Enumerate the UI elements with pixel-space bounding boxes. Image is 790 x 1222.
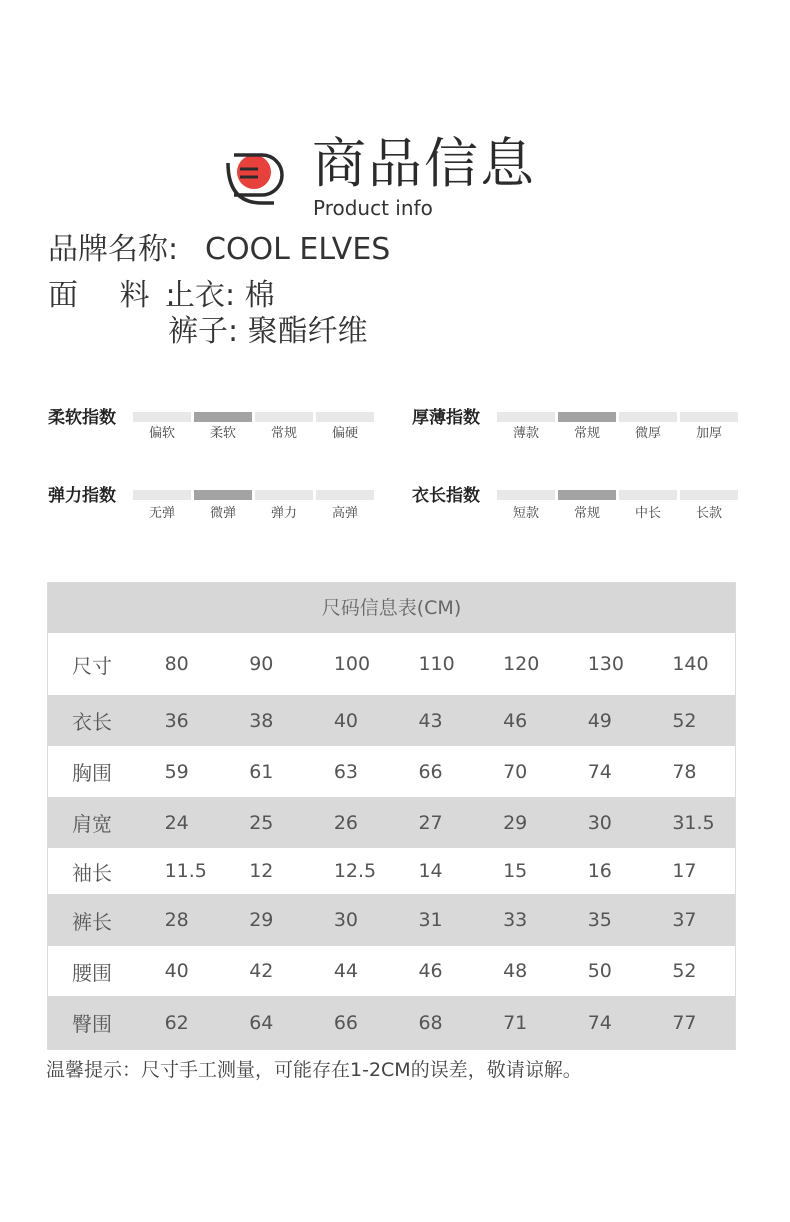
fabric-label: 面 料: [48, 278, 192, 313]
table-row [48, 797, 735, 848]
length-index-label: 衣长指数 [412, 486, 480, 506]
table-cell: 100 [333, 653, 371, 675]
thickness-index-scale [497, 412, 738, 422]
table-row [48, 695, 735, 746]
table-row [48, 996, 735, 1049]
table-cell: 44 [333, 960, 359, 982]
table-cell: 38 [249, 709, 274, 732]
product-info-logo [222, 145, 286, 207]
elasticity-index-label: 弹力指数 [48, 486, 116, 506]
brand-label: 品牌名称: [48, 232, 179, 267]
scale-segment-selected [558, 412, 616, 422]
table-cell: 120 [503, 653, 540, 675]
scale-option: 偏硬 [331, 426, 358, 441]
table-cell: 29 [503, 811, 528, 834]
scale-segment [316, 412, 374, 422]
elasticity-index-scale [133, 490, 374, 500]
scale-option: 长款 [695, 506, 722, 521]
scale-option: 短款 [512, 506, 539, 521]
table-row [48, 848, 735, 894]
scale-segment [680, 412, 738, 422]
scale-option: 常规 [573, 506, 600, 521]
scale-option: 微厚 [634, 426, 661, 441]
table-cell: 31 [418, 909, 443, 931]
brand-value: COOL ELVES [205, 232, 391, 267]
scale-segment [619, 412, 677, 422]
table-cell: 33 [503, 909, 528, 931]
row-header: 尺寸 [72, 653, 112, 678]
softness-index-label: 柔软指数 [48, 408, 116, 428]
table-cell: 80 [164, 653, 189, 675]
table-cell: 59 [164, 760, 189, 783]
fabric-pants: 裤子: 聚酯纤维 [168, 314, 368, 349]
row-header: 臀围 [72, 1012, 112, 1036]
row-header: 袖长 [72, 860, 112, 885]
scale-option: 微弹 [209, 506, 236, 521]
page-subtitle: Product info [313, 196, 433, 220]
length-index-scale [497, 490, 738, 500]
scale-segment [497, 490, 555, 500]
elasticity-index-options [133, 506, 374, 522]
thickness-index-options [497, 426, 738, 442]
scale-option: 弹力 [270, 506, 297, 521]
scale-segment [133, 490, 191, 500]
product-info-logo-icon [222, 145, 286, 207]
table-cell: 40 [164, 960, 189, 982]
table-cell: 71 [503, 1011, 528, 1034]
table-row [48, 894, 735, 946]
scale-segment [497, 412, 555, 422]
table-cell: 90 [249, 653, 274, 675]
table-cell: 140 [672, 653, 709, 675]
size-table [47, 582, 736, 1050]
measurement-note: 温馨提示：尺寸手工测量，可能存在1-2CM的误差，敬请谅解。 [46, 1059, 582, 1081]
row-header: 衣长 [72, 710, 112, 734]
table-cell: 62 [164, 1011, 189, 1034]
table-cell: 77 [672, 1011, 697, 1034]
table-cell: 130 [587, 653, 624, 675]
table-row [48, 746, 735, 797]
scale-option: 柔软 [209, 426, 236, 441]
table-cell: 40 [333, 709, 359, 732]
table-row [48, 633, 735, 695]
length-index-options [497, 506, 738, 522]
scale-option: 偏软 [148, 426, 175, 441]
table-cell: 66 [333, 1011, 359, 1034]
table-cell: 27 [418, 811, 443, 834]
table-cell: 25 [249, 811, 274, 834]
table-cell: 16 [587, 860, 612, 882]
table-cell: 66 [418, 760, 443, 783]
table-cell: 48 [503, 960, 528, 982]
table-cell: 24 [164, 811, 189, 834]
table-cell: 12 [249, 860, 274, 882]
table-cell: 42 [249, 960, 274, 982]
table-cell: 30 [587, 811, 612, 834]
table-cell: 15 [503, 860, 528, 882]
table-cell: 28 [164, 909, 189, 931]
table-cell: 110 [418, 653, 455, 675]
table-cell: 35 [587, 909, 612, 931]
table-cell: 11.5 [164, 860, 207, 882]
thickness-index-label: 厚薄指数 [412, 408, 480, 428]
table-cell: 12.5 [333, 860, 377, 882]
row-header: 裤长 [72, 909, 112, 934]
table-cell: 49 [587, 709, 612, 732]
scale-option: 无弹 [148, 506, 175, 521]
scale-option: 加厚 [695, 426, 722, 441]
table-cell: 37 [672, 909, 697, 931]
table-cell: 46 [418, 960, 443, 982]
table-cell: 36 [164, 709, 189, 732]
scale-segment-selected [194, 412, 252, 422]
scale-segment [619, 490, 677, 500]
table-cell: 26 [333, 811, 359, 834]
scale-segment [680, 490, 738, 500]
size-table-title: 尺码信息表(CM) [48, 583, 735, 633]
fabric-top: 上衣: 棉 [165, 278, 275, 313]
row-header: 肩宽 [72, 812, 112, 836]
scale-option: 中长 [634, 506, 661, 521]
scale-option: 薄款 [512, 426, 539, 441]
scale-option: 常规 [573, 426, 600, 441]
table-cell: 64 [249, 1011, 274, 1034]
softness-index-options [133, 426, 374, 442]
scale-segment [255, 490, 313, 500]
table-cell: 78 [672, 760, 697, 783]
row-header: 腰围 [72, 960, 112, 985]
scale-option: 高弹 [331, 506, 358, 521]
table-cell: 30 [333, 909, 359, 931]
scale-segment-selected [558, 490, 616, 500]
scale-option: 常规 [270, 426, 297, 441]
table-cell: 43 [418, 709, 443, 732]
scale-segment [255, 412, 313, 422]
table-cell: 29 [249, 909, 274, 931]
table-row [48, 946, 735, 996]
table-cell: 17 [672, 860, 697, 882]
table-cell: 52 [672, 709, 697, 732]
table-cell: 31.5 [672, 811, 715, 834]
table-cell: 74 [587, 1011, 612, 1034]
table-cell: 14 [418, 860, 443, 882]
table-cell: 50 [587, 960, 612, 982]
table-cell: 70 [503, 760, 528, 783]
scale-segment-selected [194, 490, 252, 500]
table-cell: 63 [333, 760, 359, 783]
table-cell: 46 [503, 709, 528, 732]
table-cell: 52 [672, 960, 697, 982]
scale-segment [133, 412, 191, 422]
page-title: 商品信息 [312, 132, 536, 195]
table-cell: 68 [418, 1011, 443, 1034]
table-cell: 61 [249, 760, 274, 783]
scale-segment [316, 490, 374, 500]
row-header: 胸围 [72, 761, 112, 785]
table-cell: 74 [587, 760, 612, 783]
softness-index-scale [133, 412, 374, 422]
